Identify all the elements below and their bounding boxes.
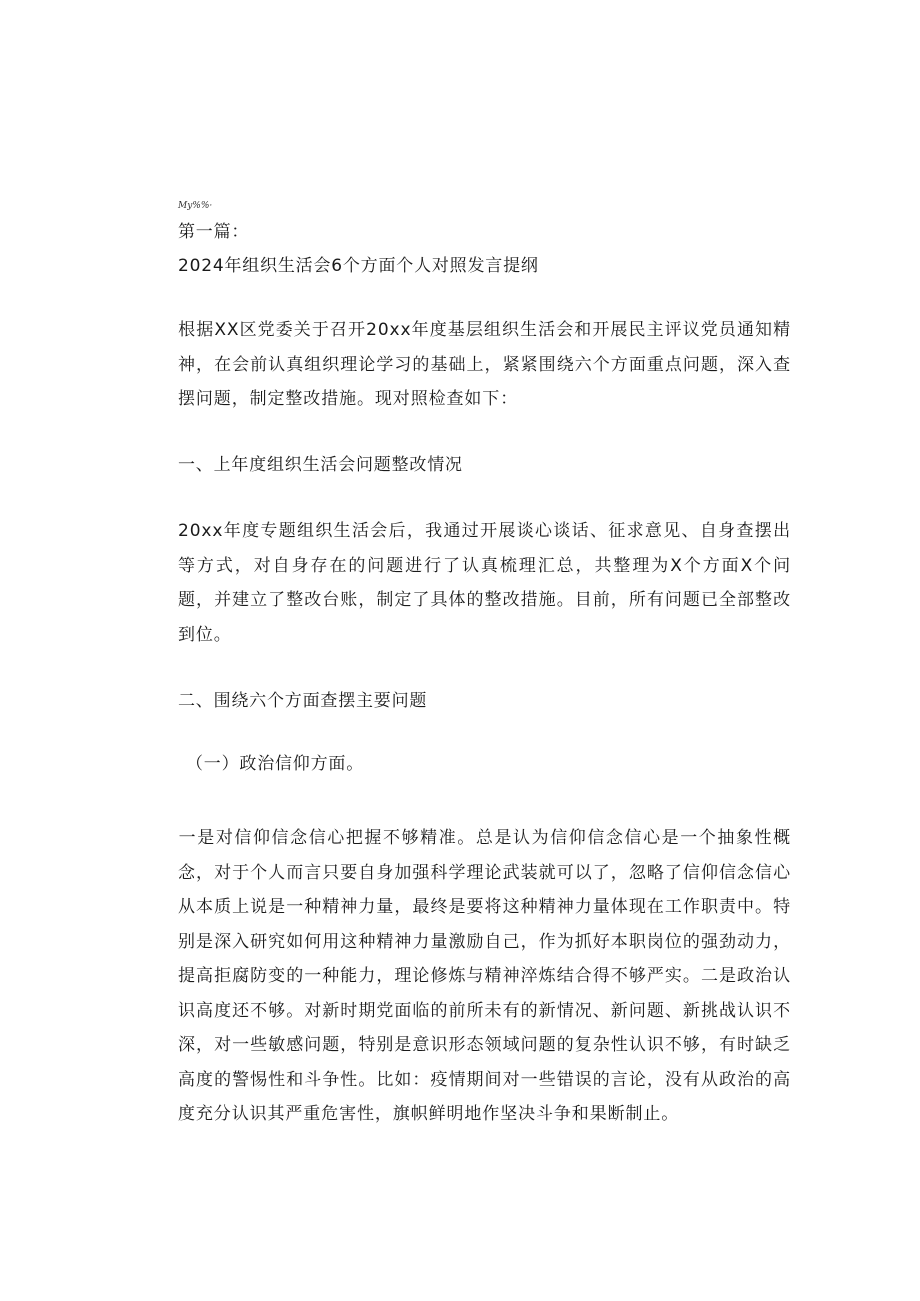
intro-paragraph	[178, 313, 791, 417]
intro-text: 根据XX区党委关于召开20xx年度基层组织生活会和开展民主评议党员通知精神，在会前认真组织理论学习的基础上，紧紧围绕六个方面重点问题，深入查摆问题，制定整改措施。现对照检查如下：	[178, 320, 791, 409]
header-mark: My%%·	[178, 201, 213, 211]
subsection1-text: 一是对信仰信念信心把握不够精准。总是认为信仰信念信心是一个抽象性概念，对于个人而言只要自身加强科学理论武装就可以了，忽略了信仰信念信心从本质上说是一种精神力量，最终是要将这种精神力量体现在工作职责中。特别是深入研究如何用这种精神力量激励自己，作为抓好本职岗位的强劲动力，提高拒腐防变的一种能力，理论修炼与精神淬炼结合得不够严实。二是政治认识高度还不够。对新时期党面临的前所未有的新情况、新问题、新挑战认识不深，对一些敏感问题，特别是意识形态领域问题的复杂性认识不够，有时缺乏高度的警惕性和斗争性。比如：疫情期间对一些错误的言论，没有从政治的高度充分认识其严重危害性，旗帜鲜明地作坚决斗争和果断制止。	[178, 828, 791, 1124]
subsection1-paragraph	[178, 821, 791, 1132]
part-label: 第一篇：	[178, 222, 250, 242]
section1-paragraph	[178, 514, 791, 652]
section2-heading: 二、围绕六个方面查摆主要问题	[178, 691, 428, 711]
document-title: 2024年组织生活会6个方面个人对照发言提纲	[178, 256, 539, 276]
subsection1-heading: （一）政治信仰方面。	[186, 754, 364, 774]
section1-heading: 一、上年度组织生活会问题整改情况	[178, 455, 463, 475]
section1-text: 20xx年度专题组织生活会后，我通过开展谈心谈话、征求意见、自身查摆出等方式，对自身存在的问题进行了认真梳理汇总，共整理为X个方面X个问题，并建立了整改台账，制定了具体的整改措施。目前，所有问题已全部整改到位。	[178, 521, 791, 645]
